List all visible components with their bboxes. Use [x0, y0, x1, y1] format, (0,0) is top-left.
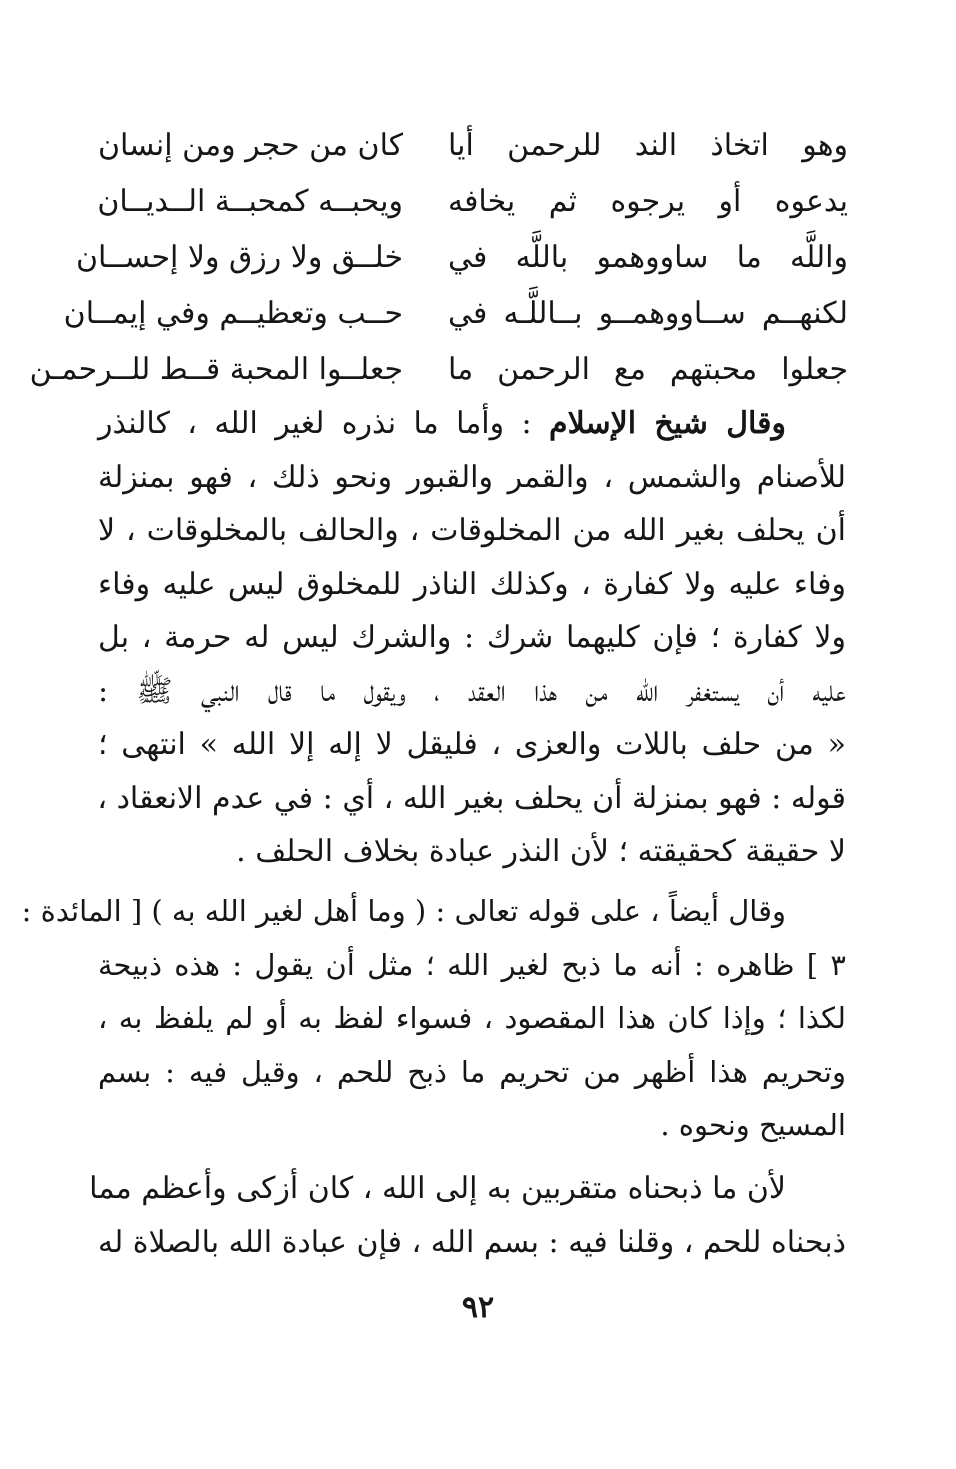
verse-second-hemistich: ويحبــه كمحبــة الــديــان [97, 184, 403, 219]
paragraph-line: وقال أيضاً ، على قوله تعالى : ( وما أهل لغير الله به ) [ المائدة : [21, 894, 786, 928]
poem-verse [29, 342, 848, 398]
poem-verse [75, 230, 848, 286]
paragraph-line: « من حلف باللات والعزى ، فليقل لا إله إلا الله » انتهى ؛ [98, 727, 846, 762]
paragraph-line: عليه أن يستغفر الله من هذا العقد ، ويقول ما قال النبي ﷺ : [98, 673, 846, 709]
paragraph-line: وقال شيخ الإسلام : وأما ما نذره لغير الله ، كالنذر [98, 406, 787, 441]
poem-verse [63, 286, 848, 342]
verse-second-hemistich: جعلــوا المحبة قــط للــرحمـن [29, 352, 403, 387]
paragraph-line: أن يحلف بغير الله من المخلوقات ، والحالف بالمخلوقات ، لا [98, 513, 846, 548]
paragraph-line: لا حقيقة كحقيقته ؛ لأن النذر عبادة بخلاف الحلف . [236, 834, 846, 869]
paragraph-line: ٣ ] ظاهره : أنه ما ذبح لغير الله ؛ مثل أن يقول : هذه ذبيحة [98, 947, 846, 982]
poem-verse [98, 174, 848, 230]
verse-second-hemistich: حــب وتعظيــم وفي إيمــان [63, 296, 403, 331]
paragraph-sheikh-al-islam [98, 397, 846, 879]
verse-first-hemistich: وهو اتخاذ الند للرحمن أيا [448, 128, 848, 163]
paragraph-sacrifice [89, 1162, 846, 1269]
verse-first-hemistich: جعلوا محبتهم مع الرحمن ما [448, 352, 848, 387]
paragraph-line: لأن ما ذبحناه متقربين به إلى الله ، كان أزكى وأعظم مما [89, 1171, 786, 1206]
verse-first-hemistich: واللَّه ما ساووهمو باللَّه في [448, 240, 848, 275]
verse-first-hemistich: يدعوه أو يرجوه ثم يخافه [448, 184, 848, 219]
paragraph-line: وفاء عليه ولا كفارة ، وكذلك الناذر للمخلوق ليس عليه وفاء [98, 566, 846, 602]
verse-second-hemistich: كان من حجر ومن إنسان [98, 128, 403, 163]
paragraph-line: قوله : فهو بمنزلة أن يحلف بغير الله ، أي : في عدم الانعقاد ، [97, 780, 846, 816]
paragraph-quran-commentary [21, 885, 846, 1153]
paragraph-line: ولا كفارة ؛ فإن كليهما شرك : والشرك ليس له حرمة ، بل [98, 620, 846, 655]
paragraph-line: ذبحناه للحم ، وقلنا فيه : بسم الله ، فإن عبادة الله بالصلاة له [98, 1224, 846, 1260]
speaker-name: وقال شيخ الإسلام [549, 406, 787, 441]
verse-second-hemistich: خلــق ولا رزق ولا إحســان [75, 240, 403, 275]
poem [29, 118, 848, 398]
paragraph-line: لكذا ؛ وإذا كان هذا المقصود ، فسواء لفظ به أو لم يلفظ به ، [98, 1001, 846, 1035]
paragraph-line: المسيح ونحوه . [660, 1108, 846, 1142]
poem-verse [98, 118, 848, 174]
verse-first-hemistich: لكنهــم ســاووهمــو بــاللَّـه في [448, 296, 848, 331]
page-number: ٩٢ [461, 1290, 495, 1325]
paragraph-line: للأصنام والشمس ، والقمر والقبور ونحو ذلك ، فهو بمنزلة [98, 459, 846, 495]
paragraph-line: وتحريم هذا أظهر من تحريم ما ذبح للحم ، وقيل فيه : بسم [98, 1054, 846, 1089]
